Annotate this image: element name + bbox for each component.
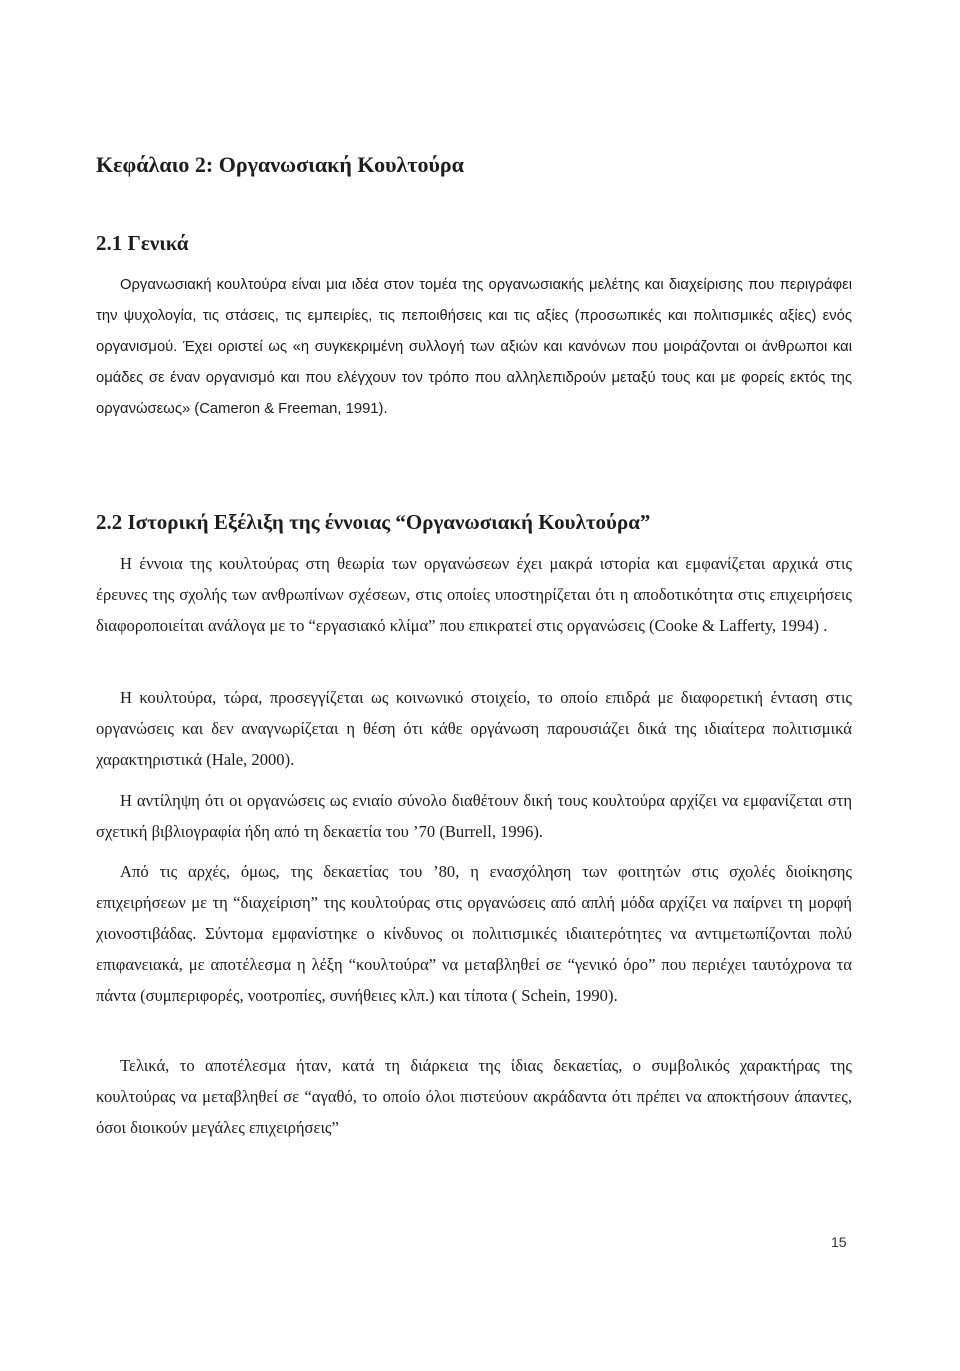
paragraph-history-2: Η κουλτούρα, τώρα, προσεγγίζεται ως κοινωνικό στοιχείο, το οποίο επιδρά με διαφορετική ένταση στις οργανώσεις και δεν αναγνωρίζεται η θέση ότι κάθε οργάνωση παρουσιάζει δικά της ιδιαίτερα πολιτισμικά χαρακτηριστικά (Hale, 2000).: [96, 688, 852, 769]
paragraph-history-3: Η αντίληψη ότι οι οργανώσεις ως ενιαίο σύνολο διαθέτουν δική τους κουλτούρα αρχίζει να εμφανίζεται στη σχετική βιβλιογραφία ήδη από τη δεκαετία του ’70 (Burrell, 1996).: [96, 791, 852, 841]
page-number: 15: [831, 1234, 847, 1250]
section-heading-history: 2.2 Ιστορική Εξέλιξη της έννοιας “Οργανωσιακή Κουλτούρα”: [96, 510, 651, 534]
chapter-title: Κεφάλαιο 2: Οργανωσιακή Κουλτούρα: [96, 152, 464, 177]
paragraph-definition: Οργανωσιακή κουλτούρα είναι μια ιδέα στον τομέα της οργανωσιακής μελέτης και διαχείρισης που περιγράφει την ψυχολογία, τις στάσεις, τις εμπειρίες, τις πεποιθήσεις και τις αξίες (προσωπικές και πολιτισμικές αξίες) ενός οργανισμού. Έχει οριστεί ως «η συγκεκριμένη συλλογή των αξιών και κανόνων που μοιράζονται οι άνθρωποι και ομάδες σε έναν οργανισμό και που ελέγχουν τον τρόπο που αλληλεπιδρούν μεταξύ τους και με φορείς εκτός της οργανώσεως» (Cameron & Freeman, 1991).: [96, 277, 852, 417]
paragraph-history-5: Τελικά, το αποτέλεσμα ήταν, κατά τη διάρκεια της ίδιας δεκαετίας, ο συμβολικός χαρακτήρας της κουλτούρας να μεταβληθεί σε “αγαθό, το οποίο όλοι πιστεύουν ακράδαντα ότι πρέπει να αποκτήσουν άπαντες, όσοι διοικούν μεγάλες επιχειρήσεις”: [96, 1056, 852, 1137]
section-heading-general: 2.1 Γενικά: [96, 231, 189, 255]
paragraph-history-4: Από τις αρχές, όμως, της δεκαετίας του ’80, η ενασχόληση των φοιτητών στις σχολές διοίκησης επιχειρήσεων με τη “διαχείριση” της κουλτούρας στις οργανώσεις από απλή μόδα αρχίζει να παίρνει τη μορφή χιονοστιβάδας. Σύντομα εμφανίστηκε ο κίνδυνος οι πολιτισμικές ιδιαιτερότητες να αντιμετωπίζονται πολύ επιφανειακά, με αποτέλεσμα η λέξη “κουλτούρα” να μεταβληθεί σε “γενικό όρο” που περιέχει ταυτόχρονα τα πάντα (συμπεριφορές, νοοτροπίες, συνήθειες κλπ.) και τίποτα ( Schein, 1990).: [96, 862, 852, 1005]
paragraph-history-1: Η έννοια της κουλτούρας στη θεωρία των οργανώσεων έχει μακρά ιστορία και εμφανίζεται αρχικά στις έρευνες της σχολής των ανθρωπίνων σχέσεων, στις οποίες υποστηρίζεται ότι η αποδοτικότητα στις επιχειρήσεις διαφοροποιείται ανάλογα με το “εργασιακό κλίμα” που επικρατεί στις οργανώσεις (Cooke & Lafferty, 1994) .: [96, 554, 852, 635]
